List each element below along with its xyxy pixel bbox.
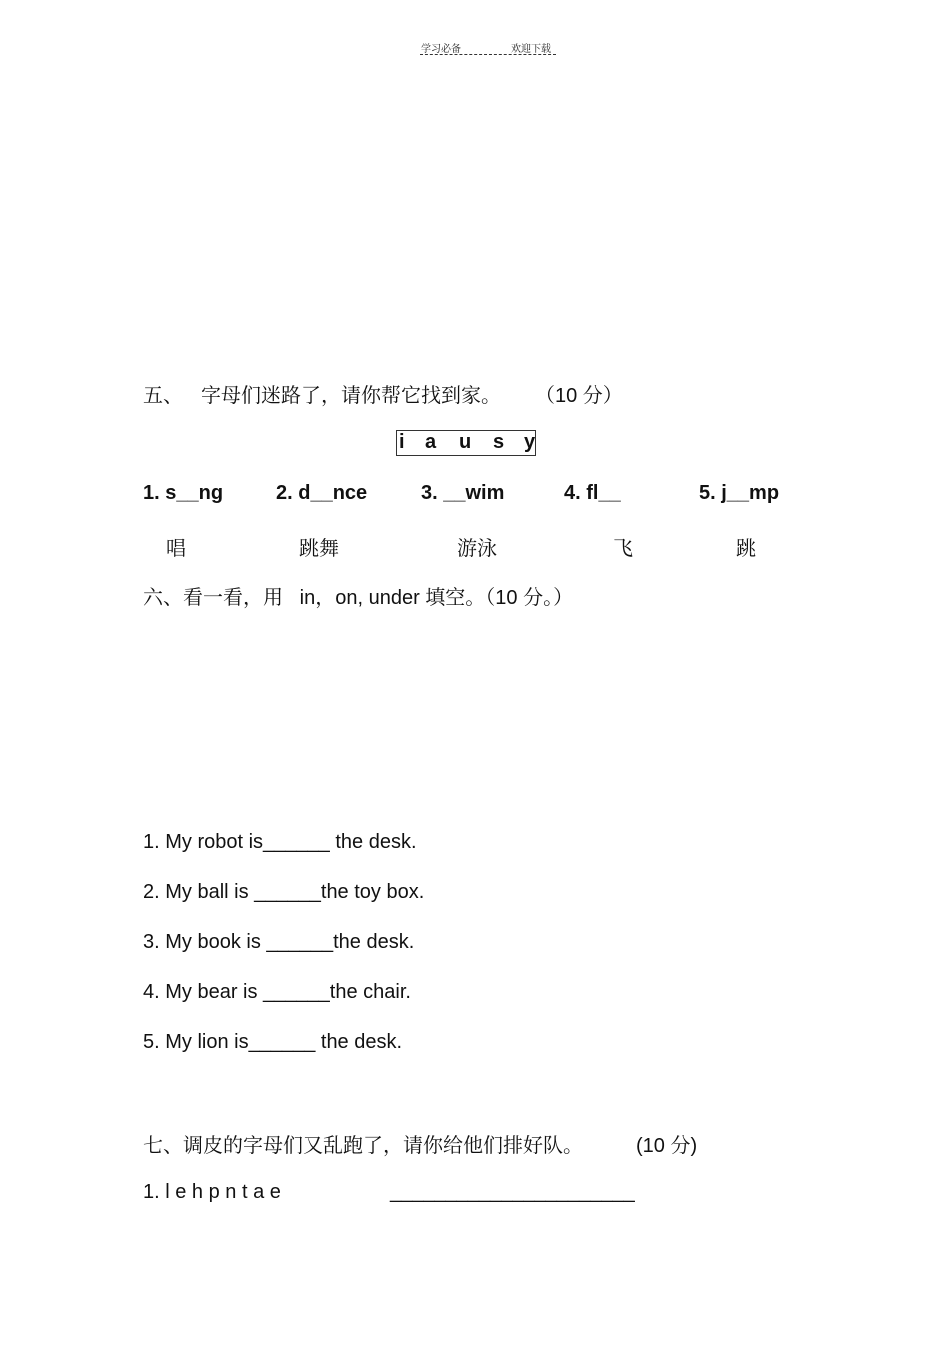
sentence-item: 5. My lion is______ the desk. bbox=[143, 1031, 403, 1053]
word-meaning: 游泳 bbox=[457, 538, 497, 560]
letter-a: a bbox=[425, 431, 437, 453]
word-item: 2. d__nce bbox=[276, 482, 368, 504]
section5-points: （10 分） bbox=[535, 385, 623, 407]
sentence-item: 2. My ball is ______the toy box. bbox=[143, 881, 425, 903]
section5-number: 五、 bbox=[143, 385, 183, 407]
word-item: 3. __wim bbox=[421, 482, 505, 504]
section5-title: 字母们迷路了，请你帮它找到家。 bbox=[201, 385, 501, 407]
word-meaning: 飞 bbox=[613, 538, 633, 560]
letter-y: y bbox=[524, 431, 536, 453]
letter-u: u bbox=[459, 431, 472, 453]
letters-box bbox=[396, 430, 536, 456]
scrambled-word: 1. l e h p n t a e bbox=[143, 1181, 281, 1203]
answer-blank: ______________________ bbox=[390, 1181, 635, 1203]
word-meaning: 唱 bbox=[166, 538, 186, 560]
sentence-item: 3. My book is ______the desk. bbox=[143, 931, 415, 953]
word-item: 1. s__ng bbox=[143, 482, 224, 504]
sentence-item: 4. My bear is ______the chair. bbox=[143, 981, 411, 1003]
word-meaning: 跳舞 bbox=[299, 538, 339, 560]
section6-title: 六、看一看，用 in，on, under 填空。（10 分。） bbox=[143, 587, 574, 609]
word-meaning: 跳 bbox=[736, 538, 756, 560]
letter-s: s bbox=[493, 431, 505, 453]
header-dashed-rule bbox=[420, 54, 556, 55]
word-item: 5. j__mp bbox=[699, 482, 780, 504]
word-item: 4. fl__ bbox=[564, 482, 621, 504]
section7-points: (10 分) bbox=[636, 1135, 698, 1157]
letter-i: i bbox=[399, 431, 405, 453]
header-right-text: 欢迎下载 bbox=[511, 44, 551, 55]
section7-title: 七、调皮的字母们又乱跑了，请你给他们排好队。 bbox=[143, 1135, 583, 1157]
header-left-text: 学习必备 bbox=[421, 44, 461, 55]
sentence-item: 1. My robot is______ the desk. bbox=[143, 831, 417, 853]
